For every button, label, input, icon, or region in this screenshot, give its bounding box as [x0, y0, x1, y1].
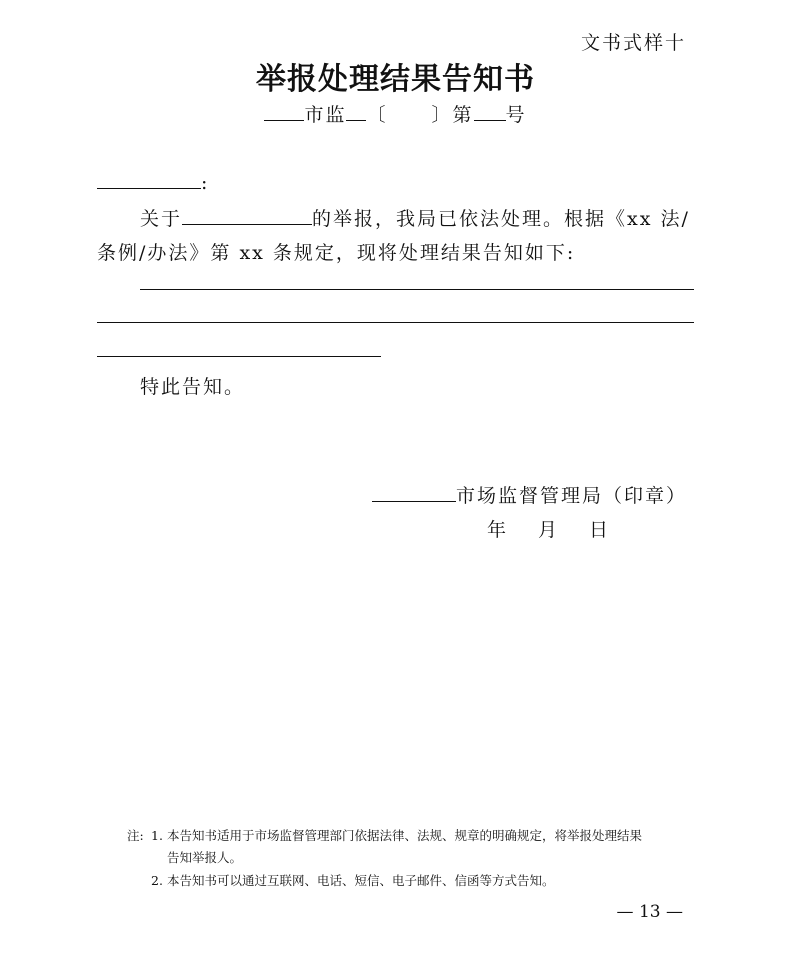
sample-label: 文书式样十	[580, 32, 686, 54]
recipient-line	[97, 172, 209, 194]
closing-text: 特此告知。	[140, 376, 246, 398]
body-line1-suffix: 的举报，我局已依法处理。根据《xx 法/	[312, 208, 690, 230]
signature-date	[487, 515, 610, 542]
docno-part3: 〕第	[431, 104, 474, 126]
recipient-colon: :	[201, 172, 210, 194]
docno-part1: 市监	[304, 104, 347, 126]
document-title: 举报处理结果告知书	[256, 62, 535, 97]
note-2-text: 本告知书可以通过互联网、电话、短信、电子邮件、信函等方式告知。	[167, 873, 555, 888]
authority-suffix: 市场监督管理局（印章）	[456, 485, 688, 507]
docno-blank-number	[474, 119, 506, 121]
note-2-number: 2.	[151, 873, 163, 888]
subject-blank	[182, 223, 312, 225]
date-month: 月	[538, 519, 560, 541]
docno-blank-city	[264, 119, 304, 121]
document-number	[0, 100, 791, 127]
body-line-1	[140, 204, 690, 231]
authority-blank	[372, 500, 456, 502]
body-line-2: 条例/办法》第 xx 条规定，现将处理结果告知如下:	[97, 242, 576, 264]
docno-part2: 〔	[366, 104, 388, 126]
docno-blank-abbr	[346, 119, 366, 121]
date-day: 日	[589, 519, 611, 541]
note-prefix: 注:	[127, 828, 144, 843]
page-number: — 13 —	[616, 902, 683, 922]
result-blank-line-3	[97, 356, 381, 357]
date-year: 年	[487, 519, 509, 541]
result-blank-line-2	[97, 322, 694, 323]
result-blank-line-1	[140, 289, 694, 290]
note-1-line-1: 本告知书适用于市场监督管理部门依据法律、法规、规章的明确规定，将举报处理结果	[167, 828, 643, 843]
docno-part4: 号	[505, 104, 527, 126]
body-line1-prefix: 关于	[140, 208, 183, 230]
recipient-blank	[97, 187, 201, 189]
note-1-line-2: 告知举报人。	[167, 850, 243, 865]
signature-authority	[372, 481, 687, 508]
note-1-number: 1.	[151, 828, 163, 843]
